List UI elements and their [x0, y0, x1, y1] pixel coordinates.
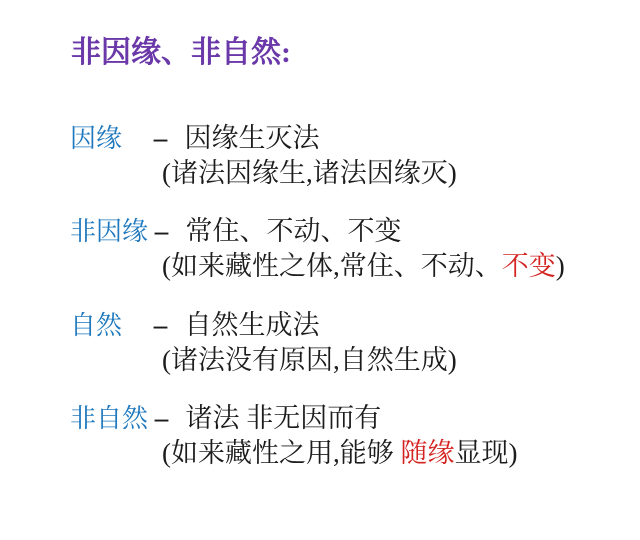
- term-definition: 自然生成法: [184, 310, 320, 340]
- term-definition: 因缘生灭法: [184, 123, 320, 153]
- term-note: (诸法因缘生,诸法因缘灭): [162, 158, 457, 188]
- term-definition: 常住、不动、不变: [185, 216, 402, 246]
- definition-line: [70, 308, 457, 343]
- term-note: (如来藏性之用,能够 随缘显现): [162, 438, 518, 468]
- term-note: (诸法没有原因,自然生成): [162, 345, 457, 375]
- dash-separator: –: [153, 123, 168, 153]
- dash-separator: –: [154, 216, 169, 246]
- definition-entry: [70, 121, 457, 191]
- term-definition: 诸法 非无因而有: [185, 403, 382, 433]
- definition-entry: [70, 308, 457, 378]
- term-note: (如来藏性之体,常住、不动、不变): [162, 251, 565, 281]
- definition-entry: [70, 214, 565, 284]
- definition-line: [70, 214, 565, 249]
- term-label: 非因缘: [70, 217, 149, 246]
- definition-line: [70, 121, 457, 156]
- definition-line: [70, 401, 518, 436]
- dash-separator: –: [154, 403, 169, 433]
- definition-entry: [70, 401, 518, 471]
- term-label: 非自然: [70, 404, 149, 433]
- dash-separator: –: [153, 310, 168, 340]
- term-label: 因缘: [70, 124, 123, 153]
- slide-title: 非因缘、非自然:: [71, 36, 291, 69]
- term-label: 自然: [70, 311, 123, 340]
